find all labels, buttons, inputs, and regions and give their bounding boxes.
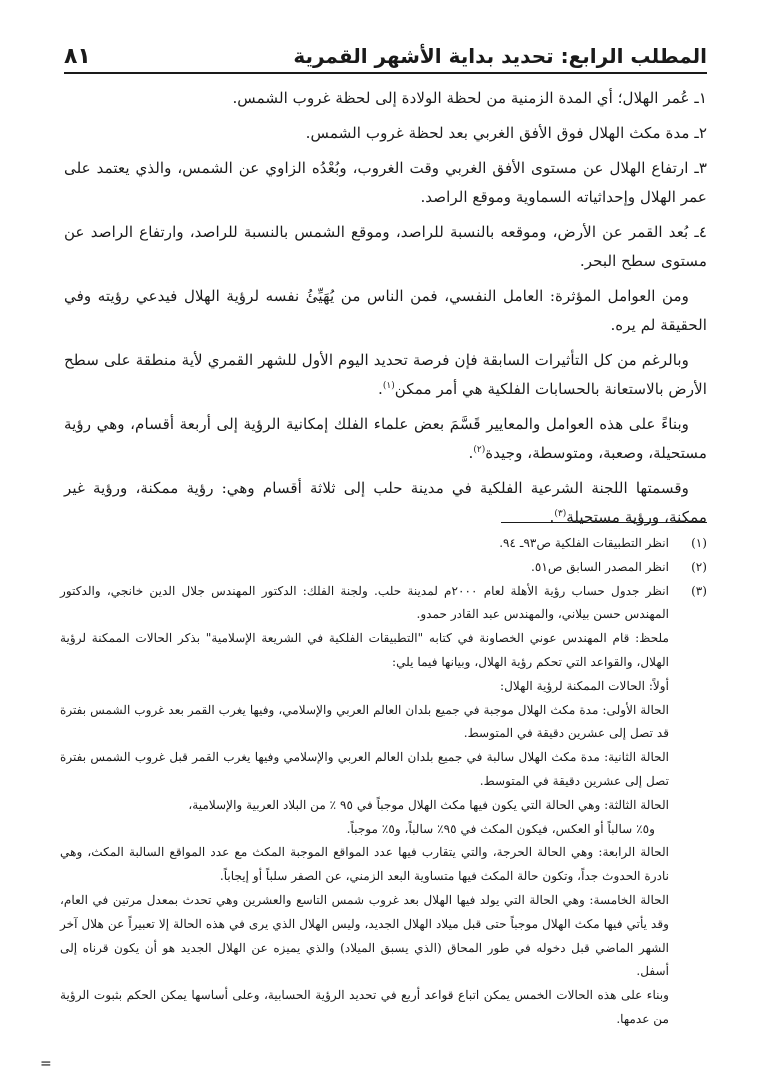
- footnote-number: (١): [691, 536, 707, 550]
- case-5: الحالة الخامسة: وهي الحالة التي يولد فيها الهلال بعد غروب شمس التاسع والعشرين وهي تحدث بمعدل مرتين في العام، وقد يأتي فيها مكث الهلال موجباً حتى قبل ميلاد الهلال الجديد، وليس الهلال الذي يرى في هذه الحالة إلا تعبيراً عن هلال آخر الشهر الماضي قبل دخوله في طور المحاق (الذي يسبق الميلاد) والذي يميزه عن الهلال الجديد هو أن يكون قرناه إلى أسفل.: [60, 892, 669, 979]
- paragraph-text: وبناءً على هذه العوامل والمعايير قَسَّمَ بعض علماء الفلك إمكانية الرؤية إلى أربعة أقسام، وهي رؤية مستحيلة، وصعبة، ومتوسطة، وجيدة: [64, 415, 707, 462]
- paragraph-possibility: [64, 346, 707, 404]
- case-2: الحالة الثانية: مدة مكث الهلال سالبة في جميع بلدان العالم العربي والإسلامي وفيها يغرب القمر قبل غروب الشمس بفترة تصل إلى عشرين دقيقة في المتوسط.: [60, 750, 669, 788]
- note-intro: ملحظ: قام المهندس عوني الخصاونة في كتابه "التطبيقات الفلكية في الشريعة الإسلامية" بذكر الحالات الممكنة لرؤية الهلال، والقواعد التي تحكم رؤية الهلال، وبيانها فيما يلي:: [60, 631, 669, 669]
- footnote-text: انظر التطبيقات الفلكية ص٩٣ـ ٩٤.: [499, 536, 669, 550]
- footnote-number: (٣): [691, 583, 707, 598]
- paragraph-four-categories: [64, 410, 707, 468]
- footnotes: [60, 532, 707, 1032]
- footnote-ref-3[interactable]: (٣): [554, 508, 567, 519]
- paragraph-psychological-factor: ومن العوامل المؤثرة: العامل النفسي، فمن الناس من يُهَيِّئُ نفسه لرؤية الهلال فيدعي رؤيته وفي الحقيقة لم يره.: [64, 287, 707, 334]
- running-header: [64, 38, 707, 74]
- subheading-cases: أولاً: الحالات الممكنة لرؤية الهلال:: [500, 678, 669, 693]
- footnote-3: [60, 580, 707, 1032]
- sentence-end: .: [549, 508, 555, 526]
- case-3-continued: و٥٪ سالباً أو العكس، فيكون المكث في ٩٥٪ سالباً، و٥٪ موجباً.: [346, 821, 655, 836]
- footnote-2: [60, 556, 707, 580]
- footnote-divider: [501, 522, 707, 523]
- case-3: الحالة الثالثة: وهي الحالة التي يكون فيها مكث الهلال موجباً في ٩٥ ٪ من البلاد العربية والإسلامية،: [188, 797, 669, 812]
- paragraph-text: وبالرغم من كل التأثيرات السابقة فإن فرصة تحديد اليوم الأول للشهر القمري لأية منطقة على سطح الأرض بالاستعانة بالحسابات الفلكية هي أمر ممكن: [64, 351, 707, 398]
- sentence-end: .: [378, 380, 383, 398]
- sentence-end: .: [468, 444, 474, 462]
- footnote-text: انظر جدول حساب رؤية الأهلة لعام ٢٠٠٠م لمدينة حلب. ولجنة الفلك: الدكتور المهندس جلال الدين خانجي، والدكتور المهندس حسن بيلاني، والمهندس عبد القادر حمدو.: [60, 583, 669, 622]
- footnote-ref-1[interactable]: (١): [382, 380, 395, 391]
- paragraph-aleppo-committee: [64, 474, 707, 532]
- list-item-4: ٤ـ بُعد القمر عن الأرض، وموقعه بالنسبة للراصد، وموقع الشمس بالنسبة للراصد، وارتفاع الراصد عن مستوى سطح البحر.: [64, 223, 707, 270]
- page-number: ٨١: [64, 44, 91, 69]
- footnote-ref-2[interactable]: (٢): [473, 444, 486, 455]
- list-item-3: ٣ـ ارتفاع الهلال عن مستوى الأفق الغربي وقت الغروب، وبُعْدُه الزاوي عن الشمس، والذي يعتمد على عمر الهلال وإحداثياته السماوية وموقع الراصد.: [64, 159, 707, 206]
- list-item-1: ١ـ عُمر الهلال؛ أي المدة الزمنية من لحظة الولادة إلى لحظة غروب الشمس.: [232, 89, 707, 107]
- case-1: الحالة الأولى: مدة مكث الهلال موجبة في جميع بلدان العالم العربي والإسلامي، وفيها يغرب القمر بعد غروب الشمس بفترة قد تصل إلى عشرين دقيقة في المتوسط.: [60, 702, 669, 741]
- rules-intro: وبناء على هذه الحالات الخمس يمكن اتباع قواعد أربع في تحديد الرؤية الحسابية، وعلى أساسها يمكن الحكم بثبوت الرؤية من عدمها.: [60, 988, 669, 1026]
- list-item-2: ٢ـ مدة مكث الهلال فوق الأفق الغربي بعد لحظة غروب الشمس.: [305, 124, 707, 142]
- main-text: [64, 84, 707, 538]
- paragraph-text: وقسمتها اللجنة الشرعية الفلكية في مدينة حلب إلى ثلاثة أقسام وهي: رؤية ممكنة، ورؤية غير ممكنة، ورؤية مستحيلة: [64, 479, 707, 526]
- footnote-1: [60, 532, 707, 556]
- case-4: الحالة الرابعة: وهي الحالة الحرجة، والتي يتقارب فيها عدد المواقع الموجبة المكث مع عدد المواقع السالبة المكث، وهي نادرة الحدوث جداً، وتكون حالة المكث فيها متساوية البعد الزمني، عن الصفر سلباً أو إيجاباً.: [60, 845, 669, 884]
- continuation-mark: =: [40, 1056, 52, 1072]
- footnote-number: (٢): [691, 559, 707, 574]
- footnote-text: انظر المصدر السابق ص٥١.: [530, 559, 669, 574]
- section-title: المطلب الرابع: تحديد بداية الأشهر القمرية: [293, 44, 707, 68]
